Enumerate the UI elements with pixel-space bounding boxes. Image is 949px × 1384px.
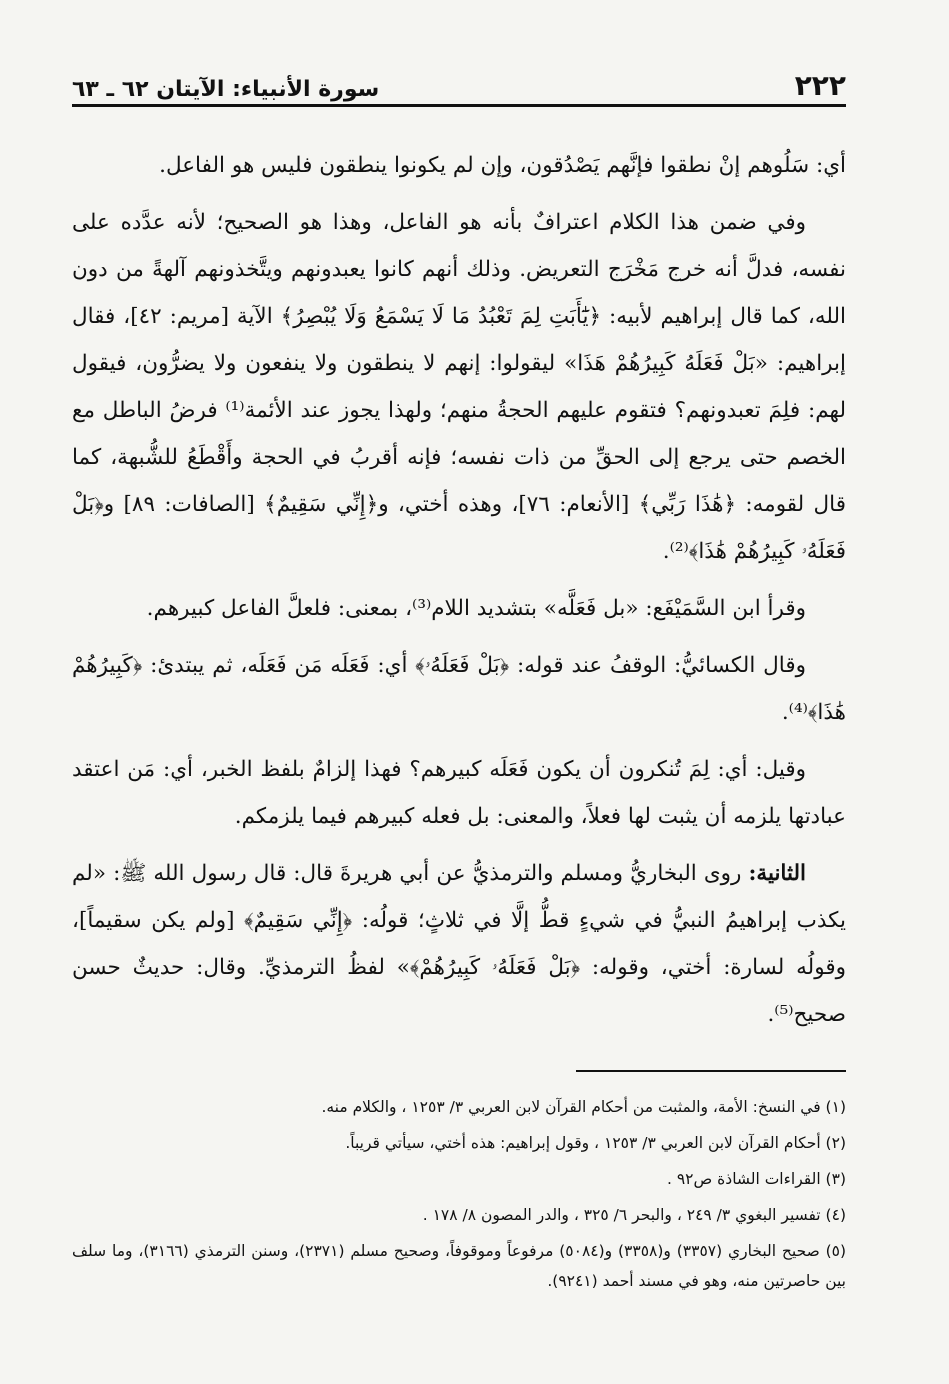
paragraph-4: وقال الكسائيُّ: الوقفُ عند قوله: ﴿بَلْ فَعَلَهُۥ﴾ أي: فَعَلَه مَن فَعَلَه، ثم يبتدئ: ﴿كَبِيرُهُمْ هَٰذَا﴾⁽⁴⁾. xyxy=(72,653,846,725)
paragraph-5: وقيل: أي: لِمَ تُنكرون أن يكون فَعَلَه كبيرهم؟ فهذا إلزامٌ بلفظ الخبر، أي: مَن اعتقد عبادتها يلزمه أن يثبت لها فعلاً، والمعنى: بل فعله كبيرهم فيما يلزمكم. xyxy=(72,757,846,829)
main-text xyxy=(72,142,846,1048)
footnote-1: (١) في النسخ: الأمة، والمثبت من أحكام القرآن لابن العربي ٣/ ١٢٥٣ ، والكلام منه. xyxy=(321,1098,846,1116)
paragraph-3: وقرأ ابن السَّمَيْفَع: «بل فَعَلَّه» بتشديد اللام⁽³⁾، بمعنى: فلعلَّ الفاعل كبيرهم. xyxy=(146,596,806,621)
section-lead: الثانية: xyxy=(748,861,806,886)
paragraph-2: وفي ضمن هذا الكلام اعترافٌ بأنه هو الفاعل، وهذا هو الصحيح؛ لأنه عدَّده على نفسه، فدلَّ أنه خرج مَخْرَج التعريض. وذلك أنهم كانوا يعبدونهم ويتَّخذونهم آلهةً من دون الله، كما قال إبراهيم لأبيه: ﴿يَٰٓأَبَتِ لِمَ تَعْبُدُ مَا لَا يَسْمَعُ وَلَا يُبْصِرُ﴾ الآية [مريم: ٤٢]، فقال إبراهيم: «بَلْ فَعَلَهُ كَبِيرُهُمْ هَذَا» ليقولوا: إنهم لا ينطقون ولا ينفعون ولا يضرُّون، فيقول لهم: فلِمَ تعبدونهم؟ فتقوم عليهم الحجةُ منهم؛ ولهذا يجوز عند الأئمة⁽¹⁾ فرضُ الباطل مع الخصم حتى يرجع إلى الحقِّ من ذات نفسه؛ فإنه أقربُ في الحجة وأَقْطَعُ للشُّبهة، كما قال لقومه: ﴿هَٰذَا رَبِّي﴾ [الأنعام: ٧٦]، وهذه أختي، و﴿إِنِّي سَقِيمٌ﴾ [الصافات: ٨٩] و﴿بَلْ فَعَلَهُۥ كَبِيرُهُمْ هَٰذَا﴾⁽²⁾. xyxy=(72,210,847,564)
paragraph-1: أي: سَلُوهم إنْ نطقوا فإنَّهم يَصْدُقون، وإن لم يكونوا ينطقون فليس هو الفاعل. xyxy=(159,153,846,178)
footnotes xyxy=(72,1092,846,1302)
page-number: ٢٢٢ xyxy=(794,69,846,102)
paragraph-6 xyxy=(72,850,846,1038)
footnote-5: (٥) صحيح البخاري (٣٣٥٧) و(٣٣٥٨) و(٥٠٨٤) مرفوعاً وموقوفاً، وصحيح مسلم (٢٣٧١)، وسنن الترمذي (٣١٦٦)، وما سلف بين حاصرتين منه، وهو في مسند أحمد (٩٢٤١). xyxy=(72,1242,847,1290)
header-divider xyxy=(72,104,846,107)
running-title: سورة الأنبياء: الآيتان ٦٢ ـ ٦٣ xyxy=(72,77,380,102)
footnote-divider xyxy=(576,1070,846,1072)
footnote-4: (٤) تفسير البغوي ٣/ ٢٤٩ ، والبحر ٦/ ٣٢٥ ، والدر المصون ٨/ ١٧٨ . xyxy=(422,1206,846,1224)
page-header xyxy=(72,62,846,102)
footnote-3: (٣) القراءات الشاذة ص٩٢ . xyxy=(667,1170,846,1188)
footnote-2: (٢) أحكام القرآن لابن العربي ٣/ ١٢٥٣ ، وقول إبراهيم: هذه أختي، سيأتي قريباً. xyxy=(345,1134,846,1152)
paragraph-6-text: روى البخاريُّ ومسلم والترمذيُّ عن أبي هريرةَ قال: قال رسول الله ﷺ: «لم يكذب إبراهيمُ النبيُّ في شيءٍ قطُّ إلَّا في ثلاثٍ؛ قولُه: ﴿إِنِّي سَقِيمٌ﴾ [ولم يكن سقيماً]، وقولُه لسارة: أختي، وقوله: ﴿بَلْ فَعَلَهُۥ كَبِيرُهُمْ﴾» لفظُ الترمذيِّ. وقال: حديثٌ حسن صحيح⁽⁵⁾. xyxy=(72,861,846,1027)
